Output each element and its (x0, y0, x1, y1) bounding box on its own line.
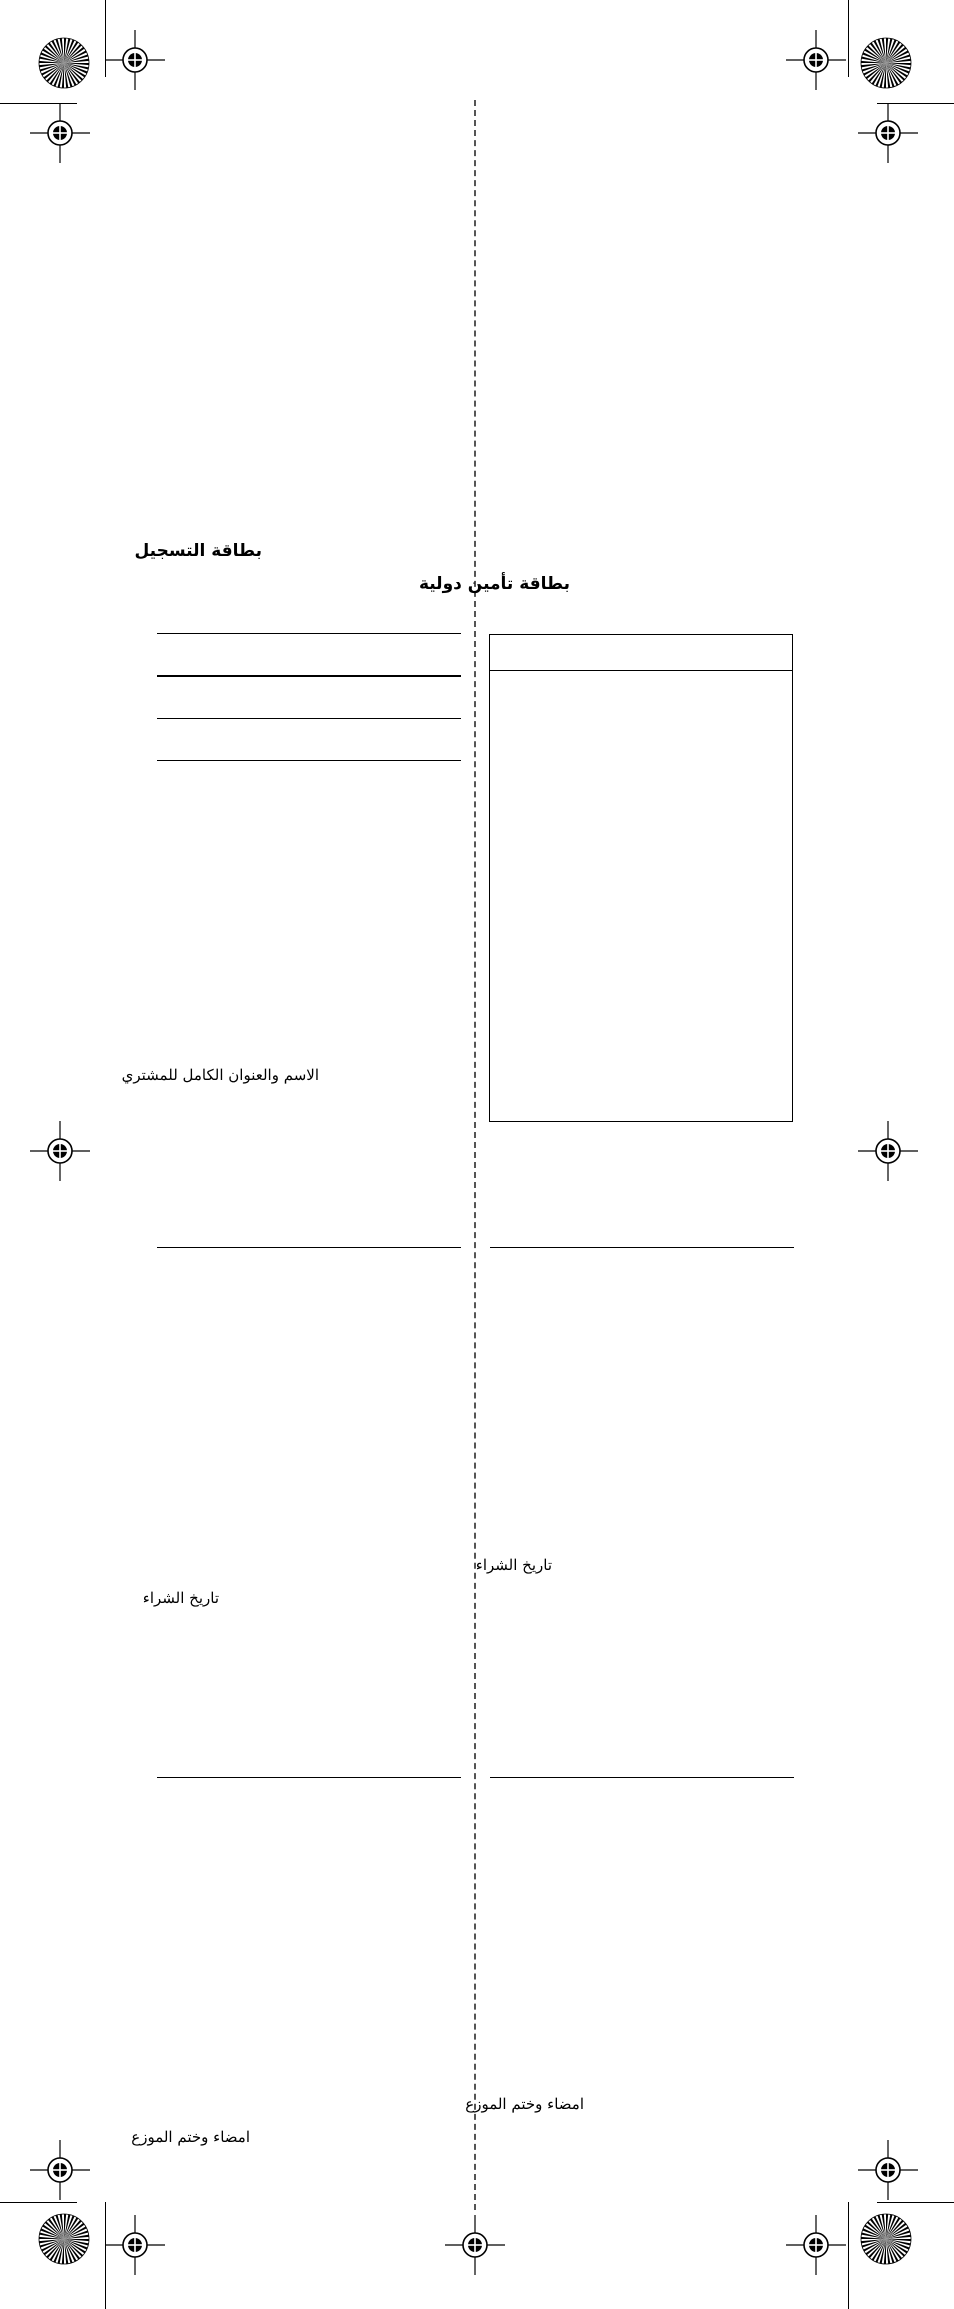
registration-mark-icon (30, 2140, 90, 2200)
registration-card-title: بطاقة التسجيل (134, 541, 262, 561)
starburst-top-left-icon (38, 37, 90, 89)
starburst-top-right-icon (860, 37, 912, 89)
warranty-dealer-signature-label: امضاء وختم الموزع (465, 2095, 584, 2113)
warranty-purchase-date-label: تاريخ الشراء (475, 1556, 552, 1574)
crop-mark (877, 103, 954, 104)
registration-mark-icon (786, 2215, 846, 2275)
crop-mark (877, 2202, 954, 2203)
warranty-field-line[interactable] (490, 1247, 794, 1248)
registration-mark-icon (858, 2140, 918, 2200)
registration-mark-icon (30, 103, 90, 163)
dealer-signature-label: امضاء وختم الموزع (131, 2128, 250, 2146)
registration-mark-icon (105, 2215, 165, 2275)
warranty-card-title: بطاقة تأمين دولية (418, 574, 570, 594)
address-line[interactable] (157, 718, 461, 719)
crop-mark (105, 2202, 106, 2309)
crop-mark (0, 103, 77, 104)
registration-mark-icon (105, 30, 165, 90)
starburst-bottom-right-icon (860, 2213, 912, 2265)
crop-mark (848, 2202, 849, 2309)
starburst-bottom-left-icon (38, 2213, 90, 2265)
address-line[interactable] (157, 633, 461, 634)
registration-mark-icon (786, 30, 846, 90)
name-address-field-line[interactable] (157, 1247, 461, 1248)
dealer-info-box-divider (490, 670, 792, 671)
dealer-info-box[interactable] (489, 634, 793, 1122)
registration-mark-icon (858, 103, 918, 163)
address-line[interactable] (157, 760, 461, 761)
registration-mark-icon (858, 1121, 918, 1181)
crop-mark (848, 0, 849, 77)
warranty-purchase-date-field-line[interactable] (490, 1777, 794, 1778)
registration-mark-icon (445, 2215, 505, 2275)
purchase-date-field-line[interactable] (157, 1777, 461, 1778)
purchase-date-label: تاريخ الشراء (142, 1589, 219, 1607)
address-line[interactable] (157, 675, 461, 677)
registration-mark-icon (30, 1121, 90, 1181)
cut-line (474, 100, 476, 2210)
name-address-label: الاسم والعنوان الكامل للمشتري (121, 1066, 319, 1084)
crop-mark (105, 0, 106, 77)
crop-mark (0, 2202, 77, 2203)
